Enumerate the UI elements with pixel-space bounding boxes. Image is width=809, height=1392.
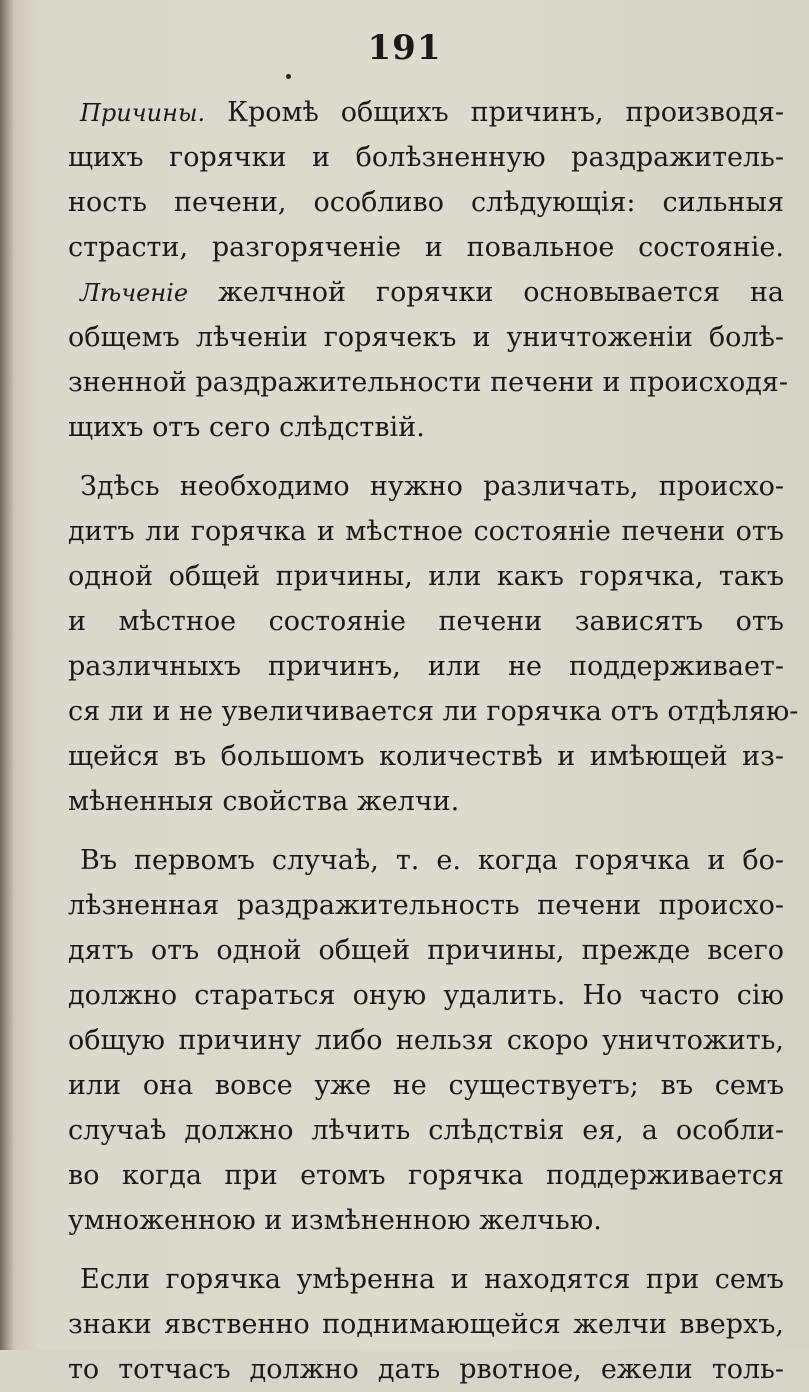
text-line: или она вовсе уже не существуетъ; въ семъ xyxy=(68,1070,784,1101)
text-line: Лѣченіе желчной горячки основывается на xyxy=(80,277,784,308)
text-line: то тотчасъ должно дать рвотное, ежели толь- xyxy=(68,1354,784,1385)
paragraph xyxy=(68,838,784,1243)
rubric-label: Лѣченіе xyxy=(80,279,189,307)
paragraph xyxy=(68,90,788,450)
text-line: во когда при етомъ горячка поддерживается xyxy=(68,1160,784,1191)
ink-dot xyxy=(286,74,291,79)
text-line: Здѣсь необходимо нужно различать, происхо- xyxy=(80,471,784,502)
text-line: щихъ горячки и болѣзненную раздражитель- xyxy=(68,142,784,173)
text-line: должно стараться оную удалить. Но часто сію xyxy=(68,980,784,1011)
text-line: ся ли и не увеличивается ли горячка отъ отдѣляю- xyxy=(68,696,799,727)
text-line: страсти, разгоряченіе и повальное состояніе. xyxy=(68,232,784,263)
text-line: щейся въ большомъ количествѣ и имѣющей из- xyxy=(68,741,784,772)
rubric-label: Причины. xyxy=(80,99,206,127)
text-line: зненной раздражительности печени и происходя- xyxy=(68,367,788,398)
text-line: одной общей причины, или какъ горячка, такъ xyxy=(68,561,784,592)
text-line: Въ первомъ случаѣ, т. е. когда горячка и бо- xyxy=(80,845,784,876)
text-line: мѣненныя свойства желчи. xyxy=(68,786,460,817)
paragraph xyxy=(68,464,799,824)
text-line: лѣзненная раздражительность печени происхо- xyxy=(68,890,784,921)
text-line: знаки явственно поднимающейся желчи вверхъ, xyxy=(68,1309,784,1340)
text-line: различныхъ причинъ, или не поддерживает- xyxy=(68,651,784,682)
text-line: случаѣ должно лѣчить слѣдствія ея, а особли- xyxy=(68,1115,784,1146)
text-line: щихъ отъ сего слѣдствій. xyxy=(68,412,425,443)
text-line: дитъ ли горячка и мѣстное состояніе печени отъ xyxy=(68,516,784,547)
text-line: дятъ отъ одной общей причины, прежде всего xyxy=(68,935,784,966)
page-gutter-shadow xyxy=(0,0,14,1350)
text-line: и мѣстное состояніе печени зависятъ отъ xyxy=(68,606,784,637)
text-line: умноженною и измѣненною желчью. xyxy=(68,1205,602,1236)
text-line: ность печени, особливо слѣдующія: сильныя xyxy=(68,187,784,218)
body-text xyxy=(68,90,799,1392)
text-line: Причины. Кромѣ общихъ причинъ, производя- xyxy=(80,97,784,128)
page-number: 191 xyxy=(367,28,442,68)
text-line: общую причину либо нельзя скоро уничтожить, xyxy=(68,1025,784,1056)
paragraph xyxy=(68,1257,784,1392)
text-line: общемъ лѣченіи горячекъ и уничтоженіи болѣ- xyxy=(68,322,784,353)
text-line: Если горячка умѣренна и находятся при семъ xyxy=(80,1264,784,1295)
